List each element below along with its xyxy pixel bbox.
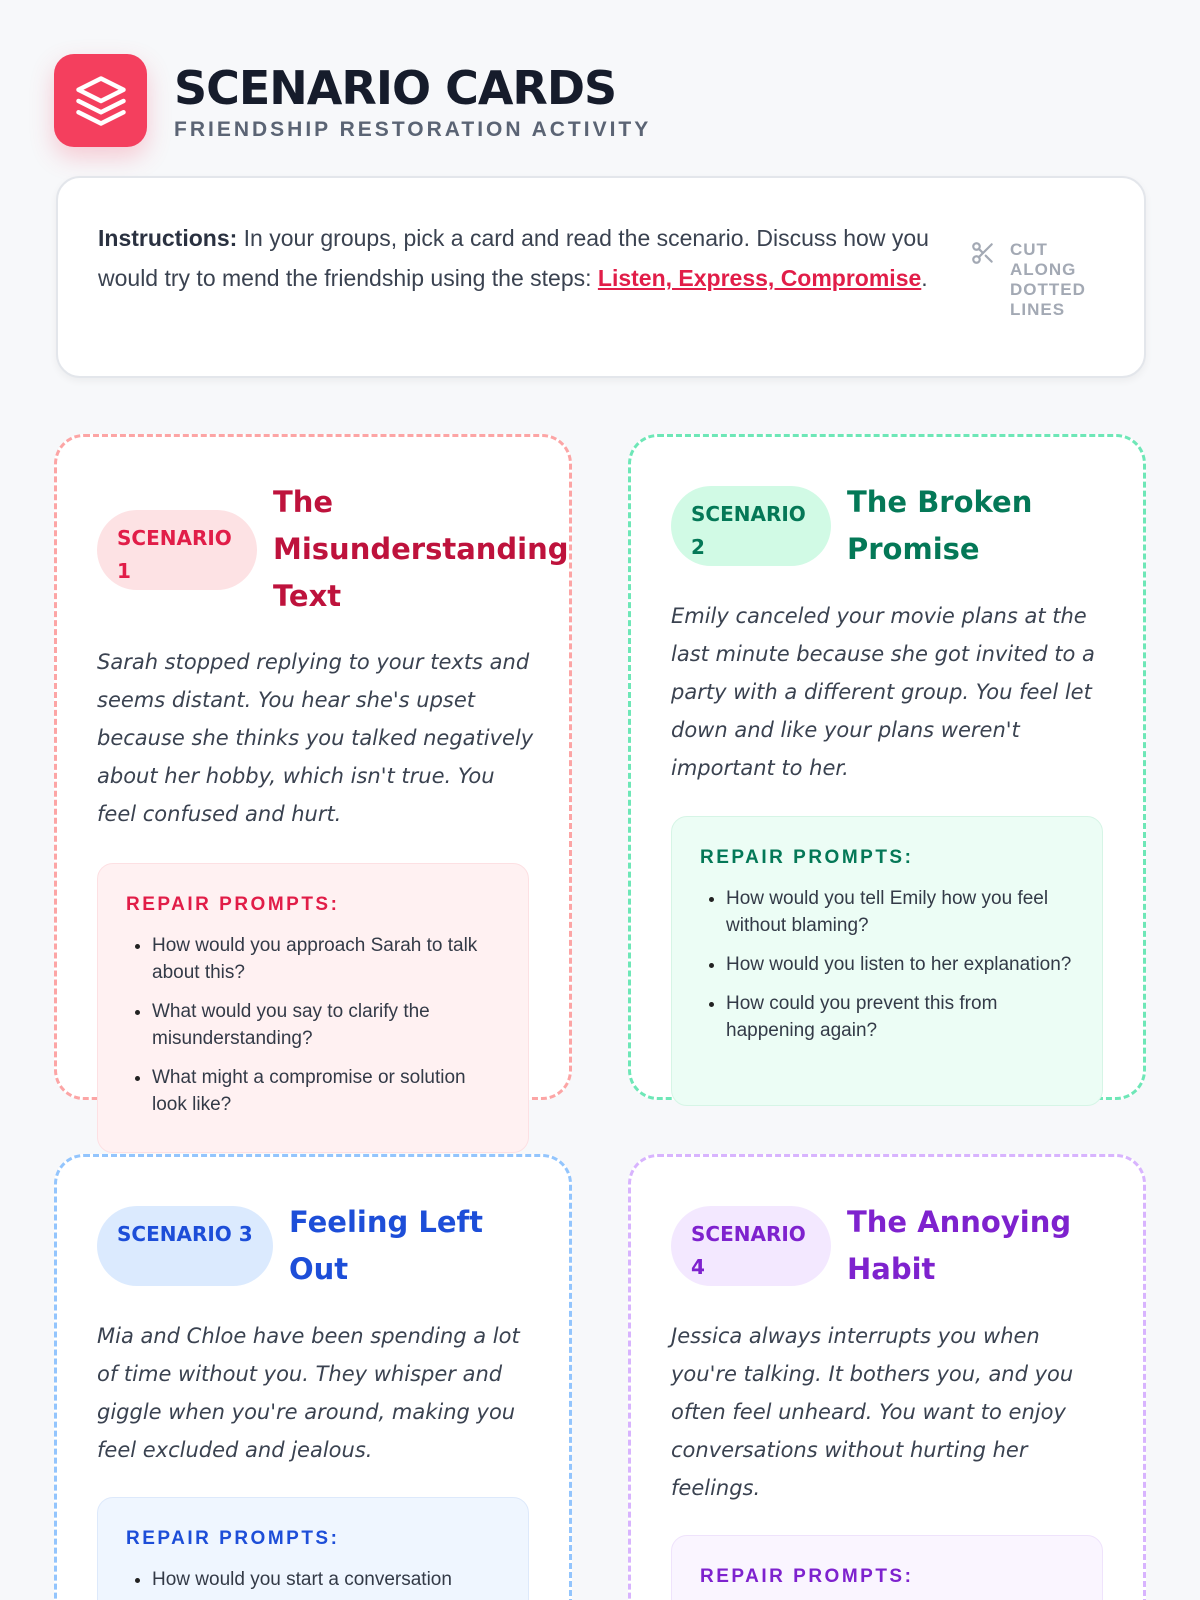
scenario-card-4 (628, 1154, 1146, 1600)
instructions-text (98, 218, 948, 298)
scenario-title: The Misunderstanding Text (273, 485, 569, 613)
scenario-text: Sarah stopped replying to your texts and seems distant. You hear she's upset because she thinks you talked negatively about her hobby, which isn't true. You feel confused and hurt. (97, 650, 534, 826)
instructions-panel (56, 176, 1146, 378)
repair-prompts-box (97, 863, 529, 1153)
scenario-title: Feeling Left Out (289, 1205, 483, 1286)
repair-prompts-list (126, 1566, 502, 1593)
scenario-title: The Annoying Habit (847, 1205, 1072, 1286)
instructions-steps: Listen, Express, Compromise (597, 265, 922, 291)
repair-prompts-box (671, 1535, 1103, 1600)
repair-prompts-label: REPAIR PROMPTS: (126, 894, 340, 915)
repair-prompt-item: • How would you listen to her explanation? (726, 951, 1076, 978)
scenario-text: Jessica always interrupts you when you're talking. It bothers you, and you often feel unheard. You want to enjoy conversations without hurting her feelings. (671, 1324, 1074, 1500)
instructions-body: In your groups, pick a card and read the scenario. Discuss how you would try to mend the friendship using the steps: (98, 225, 929, 291)
scissors-icon (970, 240, 996, 266)
scenario-card-1 (54, 434, 572, 1115)
repair-prompts-label: REPAIR PROMPTS: (126, 1528, 340, 1549)
repair-prompts-label: REPAIR PROMPTS: (700, 847, 914, 868)
scenario-card-3 (54, 1154, 572, 1600)
repair-prompts-box (97, 1497, 529, 1600)
stacked-layers-icon (74, 74, 128, 128)
scenario-badge: SCENARIO 3 (97, 1206, 273, 1286)
repair-prompt-item: • What would you say to clarify the misunderstanding? (152, 998, 502, 1052)
scenario-badge: SCENARIO 1 (97, 510, 257, 590)
repair-prompts-list (700, 885, 1076, 1044)
instructions-label: Instructions: (98, 225, 238, 251)
repair-prompt-item: • How would you start a conversation (152, 1566, 502, 1593)
repair-prompt-item: • How would you approach Sarah to talk about this? (152, 932, 502, 986)
repair-prompts-label: REPAIR PROMPTS: (700, 1566, 914, 1587)
logo (54, 54, 147, 147)
scenario-text: Emily canceled your movie plans at the last minute because she got invited to a party with a different group. You feel let down and like your plans weren't important to her. (671, 604, 1095, 780)
scenario-badge: SCENARIO 4 (671, 1206, 831, 1286)
repair-prompts-list (126, 932, 502, 1118)
repair-prompts-box (671, 816, 1103, 1106)
scenario-title: The Broken Promise (847, 485, 1033, 566)
scenario-text: Mia and Chloe have been spending a lot of time without you. They whisper and giggle when you're around, making you feel excluded and jealous. (97, 1324, 520, 1462)
repair-prompt-item: • What might a compromise or solution look like? (152, 1064, 502, 1118)
instructions-end: . (921, 265, 928, 291)
scenario-badge: SCENARIO 2 (671, 486, 831, 566)
cut-notice (970, 240, 1105, 320)
cut-label: CUT ALONG DOTTED LINES (1010, 240, 1086, 319)
page-header (54, 54, 651, 147)
scenario-card-2 (628, 434, 1146, 1100)
repair-prompt-item: • How would you tell Emily how you feel without blaming? (726, 885, 1076, 939)
page-subtitle: FRIENDSHIP RESTORATION ACTIVITY (174, 117, 652, 141)
repair-prompt-item: • How could you prevent this from happening again? (726, 990, 1076, 1044)
page-title: SCENARIO CARDS (174, 60, 617, 115)
